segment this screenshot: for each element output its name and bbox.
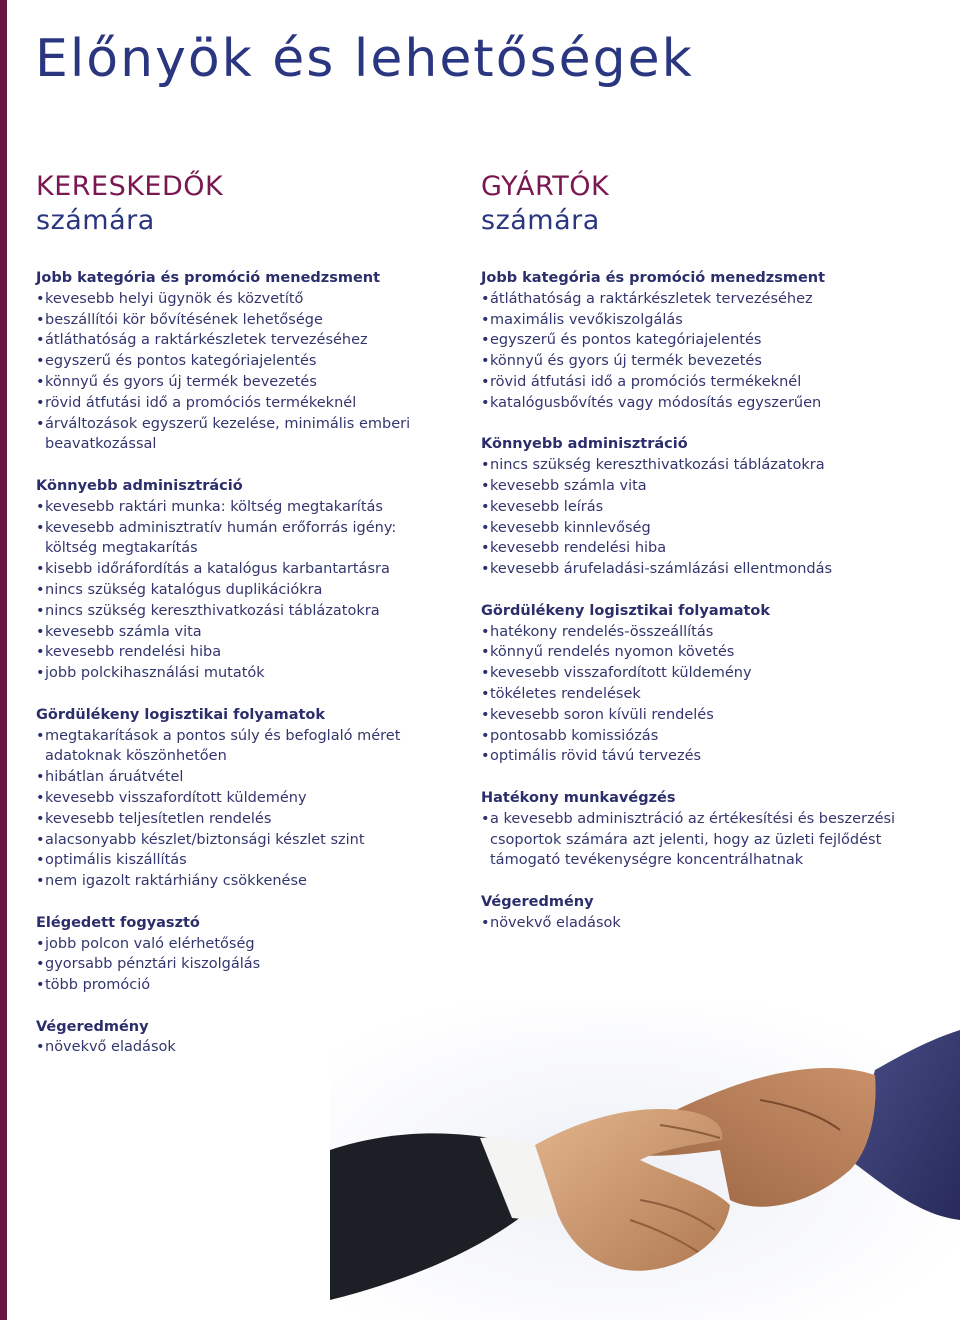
bullet-item: • alacsonyabb készlet/biztonsági készlet szint (36, 830, 436, 851)
bullet-item: • nincs szükség katalógus duplikációkra (36, 580, 436, 601)
bullet-list (36, 726, 436, 892)
section-title: Gördülékeny logisztikai folyamatok (36, 706, 326, 723)
bullet-item: • hibátlan áruátvétel (36, 767, 436, 788)
bullet-list (36, 934, 436, 996)
bullet-item: • nem igazolt raktárhiány csökkenése (36, 871, 436, 892)
section-konnyebb-adminisztracio (481, 434, 911, 580)
bullet-item: • könnyű és gyors új termék bevezetés (36, 372, 436, 393)
bullet-item: • árváltozások egyszerű kezelése, minimális emberi beavatkozással (36, 414, 436, 456)
section-vegeredmeny (481, 892, 911, 934)
bullet-list (481, 289, 911, 414)
bullet-item: • kevesebb teljesítetlen rendelés (36, 809, 436, 830)
bullet-item: • kevesebb raktári munka: költség megtakarítás (36, 497, 436, 518)
manufacturers-heading-sub: számára (481, 205, 600, 236)
section-elegedett-fogyaszto (36, 913, 436, 996)
bullet-list (481, 622, 911, 768)
bullet-item: • növekvő eladások (36, 1037, 436, 1058)
retailers-heading (36, 170, 436, 238)
bullet-item: • kevesebb adminisztratív humán erőforrás igény: költség megtakarítás (36, 518, 436, 560)
manufacturers-heading-main: GYÁRTÓK (481, 171, 610, 202)
retailers-heading-main: KERESKEDŐK (36, 171, 224, 202)
bullet-item: • kisebb időráfordítás a katalógus karbantartásra (36, 559, 436, 580)
section-title: Gördülékeny logisztikai folyamatok (481, 602, 771, 619)
section-jobb-kategoria-es-promocio-menedzsment (36, 268, 436, 455)
bullet-item: • optimális kiszállítás (36, 850, 436, 871)
bullet-list (481, 455, 911, 580)
section-title: Hatékony munkavégzés (481, 789, 676, 806)
bullet-item: • beszállítói kör bővítésének lehetősége (36, 310, 436, 331)
section-hatekony-munkavegzes (481, 788, 911, 871)
bullet-item: • kevesebb számla vita (36, 622, 436, 643)
edge-bar (0, 0, 7, 1320)
bullet-item: • átláthatóság a raktárkészletek tervezéséhez (36, 330, 436, 351)
bullet-item: • egyszerű és pontos kategóriajelentés (36, 351, 436, 372)
retailers-column (36, 170, 436, 1079)
bullet-item: • egyszerű és pontos kategóriajelentés (481, 330, 911, 351)
bullet-item: • katalógusbővítés vagy módosítás egyszerűen (481, 393, 911, 414)
bullet-item: • kevesebb helyi ügynök és közvetítő (36, 289, 436, 310)
bullet-list (481, 913, 911, 934)
bullet-item: • jobb polcon való elérhetőség (36, 934, 436, 955)
bullet-item: • rövid átfutási idő a promóciós termékeknél (481, 372, 911, 393)
bullet-item: • kevesebb leírás (481, 497, 911, 518)
bullet-item: • tökéletes rendelések (481, 684, 911, 705)
manufacturers-column (481, 170, 911, 954)
bullet-item: • könnyű és gyors új termék bevezetés (481, 351, 911, 372)
section-konnyebb-adminisztracio (36, 476, 436, 684)
bullet-item: • kevesebb rendelési hiba (481, 538, 911, 559)
bullet-item: • kevesebb számla vita (481, 476, 911, 497)
bullet-item: • optimális rövid távú tervezés (481, 746, 911, 767)
bullet-item: • növekvő eladások (481, 913, 911, 934)
retailers-heading-sub: számára (36, 205, 155, 236)
bullet-item: • kevesebb árufeladási-számlázási ellentmondás (481, 559, 911, 580)
bullet-item: • hatékony rendelés-összeállítás (481, 622, 911, 643)
bullet-item: • a kevesebb adminisztráció az értékesítési és beszerzési csoportok számára azt jelenti, hogy az üzleti fejlődést támogató tevékenységre koncentrálhatnak (481, 809, 911, 871)
section-title: Könnyebb adminisztráció (481, 436, 688, 453)
bullet-list (481, 809, 911, 871)
section-title: Jobb kategória és promóció menedzsment (481, 270, 826, 286)
manufacturers-heading (481, 170, 911, 238)
section-title: Végeredmény (36, 1018, 149, 1035)
bullet-item: • gyorsabb pénztári kiszolgálás (36, 954, 436, 975)
section-jobb-kategoria-es-promocio-menedzsment (481, 268, 911, 414)
bullet-item: • átláthatóság a raktárkészletek tervezéséhez (481, 289, 911, 310)
bullet-item: • kevesebb kinnlevőség (481, 518, 911, 539)
manufacturers-sections (481, 268, 911, 934)
bullet-item: • kevesebb soron kívüli rendelés (481, 705, 911, 726)
bullet-item: • megtakarítások a pontos súly és befoglaló méret adatoknak köszönhetően (36, 726, 436, 768)
bullet-item: • könnyű rendelés nyomon követés (481, 642, 911, 663)
bullet-item: • kevesebb rendelési hiba (36, 642, 436, 663)
section-title: Jobb kategória és promóció menedzsment (36, 270, 381, 286)
section-title: Elégedett fogyasztó (36, 914, 200, 931)
handshake-photo (330, 1000, 960, 1320)
bullet-list (36, 289, 436, 455)
bullet-list (36, 497, 436, 684)
page-title: Előnyök és lehetőségek (35, 29, 694, 89)
bullet-item: • több promóció (36, 975, 436, 996)
bullet-item: • pontosabb komissiózás (481, 726, 911, 747)
bullet-item: • maximális vevőkiszolgálás (481, 310, 911, 331)
bullet-item: • nincs szükség kereszthivatkozási táblázatokra (36, 601, 436, 622)
bullet-item: • nincs szükség kereszthivatkozási táblázatokra (481, 455, 911, 476)
section-title: Könnyebb adminisztráció (36, 477, 243, 494)
bullet-item: • kevesebb visszafordított küldemény (36, 788, 436, 809)
retailers-sections (36, 268, 436, 1058)
bullet-item: • kevesebb visszafordított küldemény (481, 663, 911, 684)
bullet-item: • jobb polckihasználási mutatók (36, 663, 436, 684)
section-gordulekeny-logisztikai-folyamatok (481, 601, 911, 767)
section-gordulekeny-logisztikai-folyamatok (36, 705, 436, 892)
bullet-item: • rövid átfutási idő a promóciós termékeknél (36, 393, 436, 414)
section-title: Végeredmény (481, 893, 594, 910)
